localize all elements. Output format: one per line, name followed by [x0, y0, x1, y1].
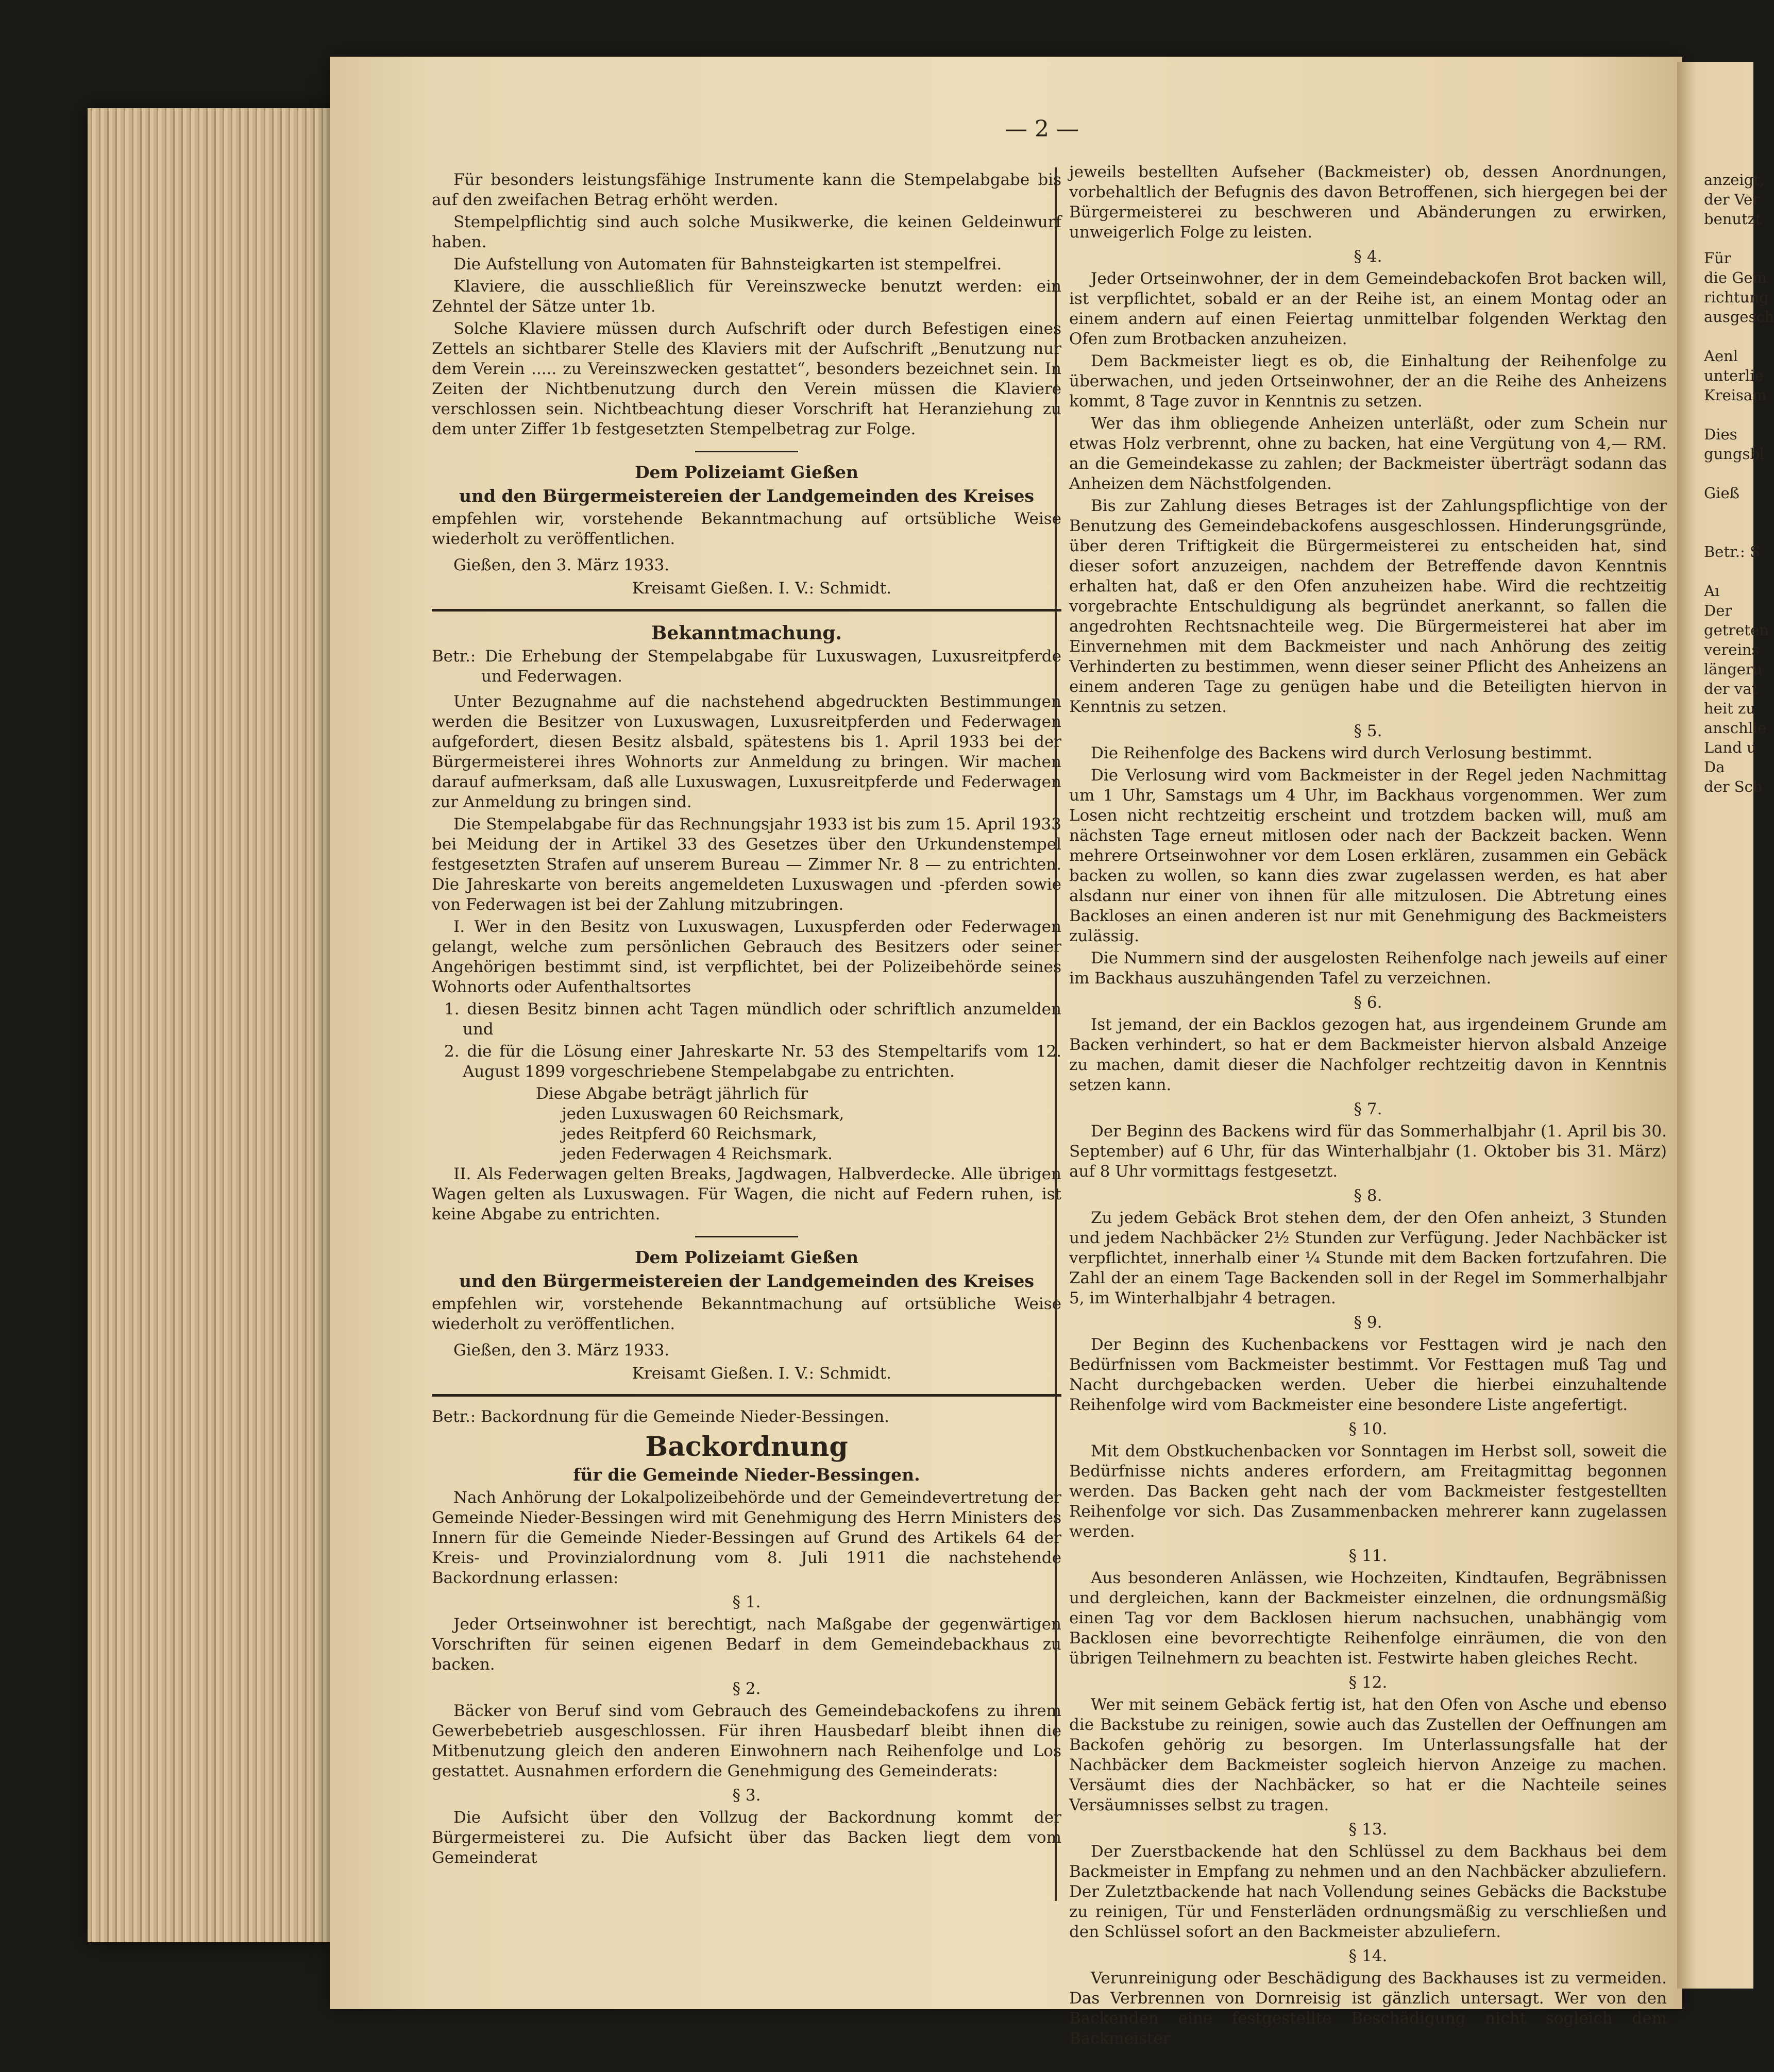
paragraph: Unter Bezugnahme auf die nachstehend abgedruckten Bestimmungen werden die Besitzer von Luxuswagen, Luxusreitpferden und Federwagen aufgefordert, diesen Besitz alsbald, spätestens bis 1. April 1933 bei der Bürgermeisterei ihres Wohnorts zur Anmeldung zu bringen. Wir machen darauf aufmerksam, daß alle Luxuswagen, Luxusreitpferde und Federwagen zur Anmeldung zu bringen sind. [432, 692, 1061, 811]
list-item: 2. die für die Lösung einer Jahreskarte Nr. 53 des Stempeltarifs vom 12. August 1899 vorgeschriebene Stempelabgabe zu entrichten. [444, 1042, 1061, 1081]
section-number: § 14. [1348, 1947, 1388, 1965]
section-number: § 5. [1354, 722, 1382, 740]
right-column [1069, 162, 1667, 2051]
paragraph: Für besonders leistungsfähige Instrumente kann die Stempelabgabe bis auf den zweifachen Betrag erhöht werden. [432, 171, 1061, 209]
notice-signature: Kreisamt Gießen. I. V.: Schmidt. [632, 1364, 891, 1383]
next-page-line: Aı [1704, 582, 1720, 600]
notice-heading: Dem Polizeiamt Gießen [634, 462, 859, 482]
ordinance-subtitle: für die Gemeinde Nieder-Bessingen. [573, 1465, 920, 1485]
next-page-line: heit zu [1704, 700, 1755, 717]
next-page-line: vereins [1704, 641, 1760, 658]
left-column [432, 170, 1061, 1870]
paragraph: Jeder Ortseinwohner ist berechtigt, nach Maßgabe der gegenwärtigen Vorschriften für seinen eigenen Bedarf in dem Gemeindebackhaus zu backen. [432, 1615, 1061, 1674]
paragraph: Die Stempelabgabe für das Rechnungsjahr 1933 ist bis zum 15. April 1933 bei Meidung der in Artikel 33 des Gesetzes über den Urkundenstempel festgesetzten Strafen auf unserem Bureau — Zimmer Nr. 8 — zu entrichten. Die Jahreskarte von bereits angemeldeten Luxuswagen und -pferden sowie von Federwagen ist bei der Zahlung mitzubringen. [432, 815, 1061, 914]
paragraph: Aus besonderen Anlässen, wie Hochzeiten, Kindtaufen, Begräbnissen und dergleichen, kann der Backmeister einzelnen, die ordnungsmäßig einen Tag vor dem Backlosen hierum nachsuchen, unabhängig vom Backlosen eine bevorrechtigte Reihenfolge einräumen, die von den übrigen Teilnehmern zu beachten ist. Festwirte haben gleiches Recht. [1069, 1569, 1667, 1668]
notice-date: Gießen, den 3. März 1933. [453, 556, 670, 574]
section-number: § 4. [1354, 247, 1382, 266]
paragraph: Der Beginn des Backens wird für das Sommerhalbjahr (1. April bis 30. September) auf 6 Uhr, für das Winterhalbjahr (1. Oktober bis 31. März) auf 8 Uhr vormittags festgesetzt. [1069, 1122, 1667, 1181]
notice-heading: Dem Polizeiamt Gießen [634, 1247, 859, 1267]
notice-text: empfehlen wir, vorstehende Bekanntmachung auf ortsübliche Weise wiederholt zu veröffentlichen. [432, 1295, 1061, 1333]
paragraph: Bis zur Zahlung dieses Betrages ist der Zahlungspflichtige von der Benutzung des Gemeindebackofens ausgeschlossen. Hinderungsgründe, über deren Triftigkeit die Bürgermeisterei zu entscheiden hat, sind dieser sofort anzuzeigen, nachdem der Betreffende davon Kenntnis erhalten hat, daß er den Ofen anzuheizen habe. Wird die rechtzeitig vorgebrachte Entschuldigung als begründet anerkannt, so fallen die angedrohten Rechtsnachteile weg. Die Bürgermeisterei hat aber im Einvernehmen mit dem Backmeister und nach Anhörung des zeitig Verhinderten zu bestimmen, wenn dieser seiner Pflicht des Anheizens an einem anderen Tage zu genügen habe und die Beteiligten hiervon in Kenntnis zu setzen. [1069, 497, 1667, 716]
section-rule [432, 609, 1061, 612]
section-number: § 13. [1348, 1820, 1388, 1839]
next-page-line: der Ver [1704, 191, 1760, 208]
notice-text: empfehlen wir, vorstehende Bekanntmachung auf ortsübliche Weise wiederholt zu veröffentlichen. [432, 509, 1061, 548]
next-page-line: Betr.: S [1704, 543, 1760, 561]
next-page-line: Für [1704, 249, 1731, 267]
paragraph: Der Beginn des Kuchenbackens vor Festtagen wird je nach den Bedürfnissen vom Backmeister bestimmt. Vor Festtagen muß Tag und Nacht durchgebacken werden. Ueber die hierbei einzuhaltende Reihenfolge wird vom Backmeister eine besondere Liste angefertigt. [1069, 1335, 1667, 1414]
notice-date: Gießen, den 3. März 1933. [453, 1341, 670, 1360]
notice-signature: Kreisamt Gießen. I. V.: Schmidt. [632, 579, 891, 598]
next-page-line: Aenl [1704, 347, 1738, 365]
paragraph: Wer mit seinem Gebäck fertig ist, hat den Ofen von Asche und ebenso die Backstube zu reinigen, sowie auch das Zustellen der Oeffnungen am Backofen gehörig zu besorgen. Im Unterlassungsfalle hat der Nachbäcker dem Backmeister sogleich hiervon Anzeige zu machen. Versäumt dies der Nachbäcker, so hat er die Nachteile seines Versäumnisses selbst zu tragen. [1069, 1695, 1667, 1814]
paragraph: Zu jedem Gebäck Brot stehen dem, der den Ofen anheizt, 3 Stunden und jedem Nachbäcker 2½ Stunden zur Verfügung. Jeder Nachbäcker ist verpflichtet, innerhalb einer ¼ Stunde mit dem Backen fortzufahren. Die Zahl der an einem Tage Backenden soll in der Regel im Sommerhalbjahr 5, im Winterhalbjahr 4 betragen. [1069, 1209, 1667, 1307]
paragraph: Nach Anhörung der Lokalpolizeibehörde und der Gemeindevertretung der Gemeinde Nieder-Bessingen wird mit Genehmigung des Herrn Ministers des Innern für die Gemeinde Nieder-Bessingen auf Grund des Artikels 64 der Kreis- und Provinzialordnung vom 8. Juli 1911 die nachstehende Backordnung erlassen: [432, 1488, 1061, 1587]
next-page-line: benutzt [1704, 210, 1762, 228]
paragraph: Die Aufsicht über den Vollzug der Backordnung kommt der Bürgermeisterei zu. Die Aufsicht über das Backen liegt dem vom Gemeinderat [432, 1808, 1061, 1867]
next-page-line: Der [1704, 602, 1732, 619]
section-number: § 6. [1354, 993, 1382, 1012]
next-page-line: längeru [1704, 660, 1763, 678]
next-page-line: Land u [1704, 739, 1756, 756]
next-page-line: gungsbl [1704, 445, 1765, 463]
next-page-line: unterlie [1704, 367, 1764, 384]
ordinance-title: Backordnung [645, 1431, 848, 1463]
paragraph: Die Aufstellung von Automaten für Bahnsteigkarten ist stempelfrei. [453, 255, 1002, 274]
fee-item: jeden Federwagen 4 Reichsmark. [562, 1145, 833, 1163]
section-number: § 1. [732, 1593, 761, 1611]
section-rule [695, 451, 798, 452]
fee-intro: Diese Abgabe beträgt jährlich für [536, 1084, 808, 1103]
section-number: § 3. [732, 1786, 761, 1805]
section-number: § 2. [732, 1679, 761, 1698]
paragraph: Jeder Ortseinwohner, der in dem Gemeindebackofen Brot backen will, ist verpflichtet, sobald er an der Reihe ist, an einem Montag oder an einem andern auf einen Feiertag unmittelbar folgenden Werktag den Ofen zum Brotbacken anzuheizen. [1069, 269, 1667, 348]
section-number: § 12. [1348, 1673, 1388, 1692]
notice-heading: und den Bürgermeistereien der Landgemeinden des Kreises [459, 1271, 1035, 1291]
paragraph: Solche Klaviere müssen durch Aufschrift oder durch Befestigen eines Zettels an sichtbarer Stelle des Klaviers mit der Aufschrift „Benutzung nur dem Verein ..... zu Vereinszwecken gestattet“, besonders bezeichnet sein. In Zeiten der Nichtbenutzung durch den Verein müssen die Klaviere verschlossen sein. Nichtbeachtung dieser Vorschrift hat Heranziehung zu dem unter Ziffer 1b festgesetzten Stempelbetrag zur Folge. [432, 319, 1061, 438]
next-page-line: der Sch [1704, 778, 1763, 795]
paragraph: Mit dem Obstkuchenbacken vor Sonntagen im Herbst soll, soweit die Bedürfnisse nichts anderes erfordern, am Freitagmittag begonnen werden. Das Backen geht nach der vom Backmeister festgestellten Reihenfolge vor sich. Das Zusammenbacken mehrerer kann zugelassen werden. [1069, 1442, 1667, 1541]
paragraph: Klaviere, die ausschließlich für Vereinszwecke benutzt werden: ein Zehntel der Sätze unter 1b. [432, 277, 1061, 316]
list-item: 1. diesen Besitz binnen acht Tagen mündlich oder schriftlich anzumelden und [444, 1000, 1061, 1039]
section-number: § 10. [1348, 1420, 1388, 1438]
fee-item: jedes Reitpferd 60 Reichsmark, [562, 1125, 817, 1143]
next-page-fragment [1677, 62, 1774, 1989]
section-number: § 7. [1354, 1100, 1382, 1118]
next-page-line: der vat [1704, 680, 1758, 698]
next-page-line [1704, 327, 1766, 346]
next-page-line: richtung [1704, 288, 1769, 306]
next-page-line [1704, 229, 1766, 248]
next-page-line: ausgesch [1704, 308, 1774, 326]
next-page-line: Dies [1704, 426, 1737, 443]
paragraph: Verunreinigung oder Beschädigung des Backhauses ist zu vermeiden. Das Verbrennen von Dornreisig ist gänzlich untersagt. Wer von den Backenden eine festgestellte Beschädigung nicht sogleich dem Backmeister [1069, 1969, 1667, 2048]
next-page-line: Gieß [1704, 484, 1739, 502]
notice-heading: und den Bürgermeistereien der Landgemeinden des Kreises [459, 486, 1035, 506]
announcement-title: Bekanntmachung. [651, 622, 842, 644]
next-page-line [1704, 503, 1766, 522]
subject-line: Betr.: Backordnung für die Gemeinde Nieder-Bessingen. [432, 1407, 890, 1426]
section-number: § 11. [1348, 1547, 1388, 1565]
next-page-line [1704, 464, 1766, 483]
paragraph: Bäcker von Beruf sind vom Gebrauch des Gemeindebackofens zu ihrem Gewerbebetrieb ausgeschlossen. Für ihren Hausbedarf bleibt ihnen die Mitbenutzung gleich den anderen Einwohnern nach Reihenfolge und Los gestattet. Ausnahmen erfordern die Genehmigung des Gemeinderats: [432, 1702, 1061, 1780]
next-page-line [1704, 522, 1766, 542]
paragraph: Dem Backmeister liegt es ob, die Einhaltung der Reihenfolge zu überwachen, und jeden Ortseinwohner, der an die Reihe des Anheizens kommt, 8 Tage zuvor in Kenntnis zu setzen. [1069, 352, 1667, 411]
next-page-text [1704, 170, 1774, 796]
next-page-line [1704, 562, 1766, 581]
next-page-line: anschlie [1704, 719, 1767, 737]
paragraph: Der Zuerstbackende hat den Schlüssel zu dem Backhaus bei dem Backmeister in Empfang zu nehmen und an den Nachbäcker abzuliefern. Der Zuletztbackende hat nach Vollendung seines Gebäcks die Backstube zu reinigen, Tür und Fensterläden ordnungsmäßig zu verschließen und den Schlüssel sofort an den Backmeister abzuliefern. [1069, 1842, 1667, 1941]
next-page-line [1704, 405, 1766, 424]
paragraph: Wer das ihm obliegende Anheizen unterläßt, oder zum Schein nur etwas Holz verbrennt, ohne zu backen, hat eine Vergütung von 4,— RM. an die Gemeindekasse zu zahlen; der Backmeister überträgt sodann das Anheizen dem Nächstfolgenden. [1069, 414, 1667, 493]
section-rule [432, 1394, 1061, 1397]
page-number: — 2 — [1005, 116, 1079, 142]
subject-line: Betr.: Die Erhebung der Stempelabgabe für Luxuswagen, Luxusreitpferde und Federwagen. [432, 647, 1061, 686]
next-page-line: anzeigt, [1704, 171, 1765, 189]
paragraph: Die Verlosung wird vom Backmeister in der Regel jeden Nachmittag um 1 Uhr, Samstags um 4 Uhr, im Backhaus vorgenommen. Wer zum Losen nicht rechtzeitig erscheint und trotzdem backen will, muß am nächsten Tage erneut mitlosen oder nach der Backzeit backen. Wenn mehrere Ortseinwohner vor dem Losen erklären, zusammen ein Gebäck backen zu wollen, so kann dies zwar zugelassen werden, es hat aber alsdann nur einer von ihnen für alle mitzulosen. Die Abtretung eines Backloses an einen anderen ist nur mit Genehmigung des Backmeisters zulässig. [1069, 766, 1667, 945]
section-rule [695, 1236, 798, 1237]
fee-item: jeden Luxuswagen 60 Reichsmark, [562, 1105, 844, 1123]
paragraph: Ist jemand, der ein Backlos gezogen hat, aus irgendeinem Grunde am Backen verhindert, so hat er dem Backmeister hiervon alsbald Anzeige zu machen, damit dieser die Nachfolger rechtzeitig davon in Kenntnis setzen kann. [1069, 1015, 1667, 1094]
paragraph: Die Nummern sind der ausgelosten Reihenfolge nach jeweils auf einer im Backhaus auszuhängenden Tafel zu verzeichnen. [1069, 949, 1667, 988]
paragraph: Stempelpflichtig sind auch solche Musikwerke, die keinen Geldeinwurf haben. [432, 213, 1061, 251]
paragraph: II. Als Federwagen gelten Breaks, Jagdwagen, Halbverdecke. Alle übrigen Wagen gelten als Luxuswagen. Für Wagen, die nicht auf Federn ruhen, ist keine Abgabe zu entrichten. [432, 1165, 1061, 1224]
paragraph: Die Reihenfolge des Backens wird durch Verlosung bestimmt. [1091, 744, 1593, 762]
book-page-edges [88, 108, 335, 1942]
next-page-line: getreten [1704, 621, 1769, 639]
section-number: § 9. [1354, 1313, 1382, 1332]
section-number: § 8. [1354, 1186, 1382, 1205]
paragraph: jeweils bestellten Aufseher (Backmeister) ob, dessen Anordnungen, vorbehaltlich der Befugnis des davon Betroffenen, sich hiergegen bei der Bürgermeisterei zu beschweren und Abänderungen zu erwirken, unweigerlich Folge zu leisten. [1069, 163, 1667, 242]
next-page-line: die Gem [1704, 269, 1767, 286]
paragraph: I. Wer in den Besitz von Luxuswagen, Luxuspferden oder Federwagen gelangt, welche zum persönlichen Gebrauch des Besitzers oder seiner Angehörigen bestimmt sind, ist verpflichtet, bei der Polizeibehörde seines Wohnorts oder Aufenthaltsortes [432, 918, 1061, 996]
next-page-line: Da [1704, 758, 1725, 776]
next-page-line: Kreisam [1704, 386, 1767, 404]
